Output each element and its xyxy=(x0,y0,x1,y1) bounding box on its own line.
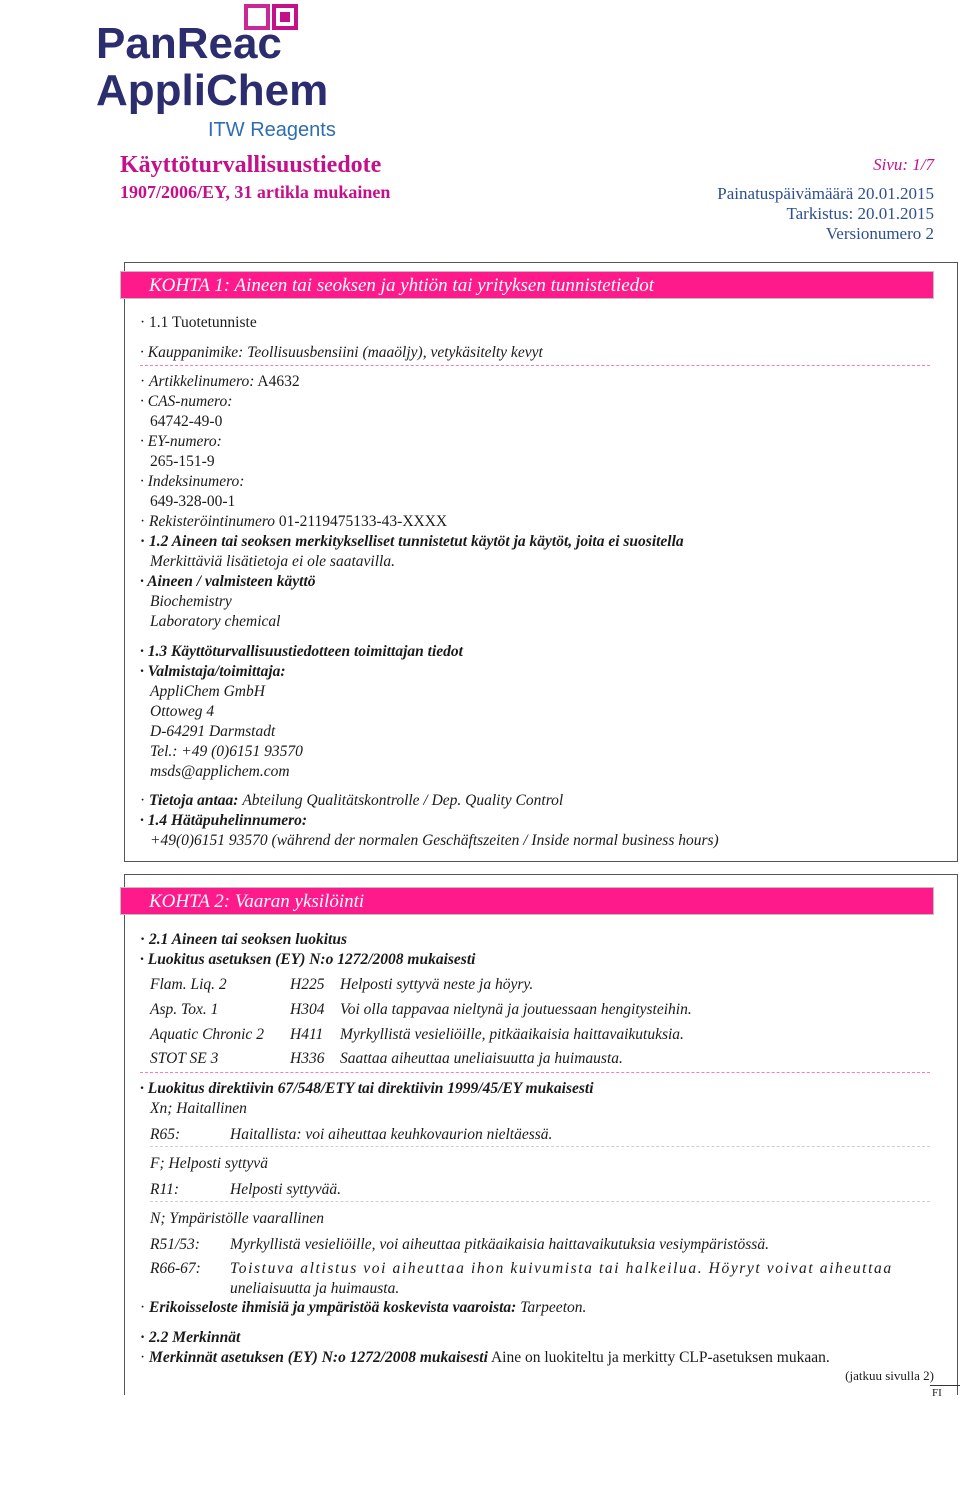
section2-title: KOHTA 2: Vaaran yksilöinti xyxy=(120,887,934,915)
r65-code: R65: xyxy=(150,1126,181,1143)
s1-2-text: Merkittäviä lisätietoja ei ole saatavilla. xyxy=(150,553,395,570)
clp-row-class: Asp. Tox. 1 xyxy=(150,1001,219,1018)
use-laboratory: Laboratory chemical xyxy=(150,613,281,630)
divider xyxy=(150,1146,930,1147)
clp-row-text: Voi olla tappavaa nieltynä ja joutuessaan hengitysteihin. xyxy=(340,1001,692,1018)
n-label: N; Ympäristölle vaarallinen xyxy=(150,1210,324,1227)
cas-value: 64742-49-0 xyxy=(150,413,223,430)
ec-value: 265-151-9 xyxy=(150,453,215,470)
use-label: · Aineen / valmisteen käyttö xyxy=(140,573,316,590)
r5153-code: R51/53: xyxy=(150,1236,200,1253)
supplier-email[interactable]: msds@applichem.com xyxy=(150,763,290,780)
clp-row-code: H225 xyxy=(290,976,325,993)
xn-label: Xn; Haitallinen xyxy=(150,1100,247,1117)
clp-row-class: Flam. Liq. 2 xyxy=(150,976,227,993)
clp-row-code: H411 xyxy=(290,1026,324,1043)
supplier-name: AppliChem GmbH xyxy=(150,683,265,700)
s1-4-heading: · 1.4 Hätäpuhelinnumero: xyxy=(140,812,308,829)
divider xyxy=(150,1201,930,1202)
supplier-label: · Valmistaja/toimittaja: xyxy=(140,663,286,680)
revision-date: Tarkistus: 20.01.2015 xyxy=(786,204,934,223)
clp-row-text: Helposti syttyvä neste ja höyry. xyxy=(340,976,534,993)
print-date: Painatuspäivämäärä 20.01.2015 xyxy=(717,184,934,203)
labelling-clp: · Merkinnät asetuksen (EY) N:o 1272/2008 mukaisesti Aine on luokiteltu ja merkitty CLP-asetuksen mukaan. xyxy=(140,1349,830,1366)
info-contact: · Tietoja antaa: Abteilung Qualitätskontrolle / Dep. Quality Control xyxy=(140,792,564,809)
footer-divider xyxy=(930,1385,960,1386)
emergency-phone: +49(0)6151 93570 (während der normalen Geschäftszeiten / Inside normal business hours) xyxy=(150,832,719,849)
divider xyxy=(140,1072,930,1073)
section1-title: KOHTA 1: Aineen tai seoksen ja yhtiön tai yrityksen tunnistetiedot xyxy=(120,271,934,299)
ec-label: · EY-numero: xyxy=(140,433,222,450)
page-number: Sivu: 1/7 xyxy=(873,155,934,174)
index-value: 649-328-00-1 xyxy=(150,493,236,510)
logo-line1: PanReac xyxy=(96,19,282,68)
version-number: Versionumero 2 xyxy=(825,224,934,243)
trade-name: · Kauppanimike: Teollisuusbensiini (maaöljy), vetykäsitelty kevyt xyxy=(140,344,543,361)
logo-line2: AppliChem xyxy=(96,66,329,115)
r6667-text: Toistuva altistus voi aiheuttaa ihon kuivumista tai halkeilua. Höyryt voivat aiheuttaa xyxy=(230,1260,893,1277)
continued-note: (jatkuu sivulla 2) xyxy=(845,1368,934,1383)
clp-row-text: Myrkyllistä vesieliöille, pitkäaikaisia haittavaikutuksia. xyxy=(340,1026,684,1043)
r11-text: Helposti syttyvää. xyxy=(230,1181,342,1198)
s2-1-heading: · 2.1 Aineen tai seoksen luokitus xyxy=(140,931,347,948)
special-hazards: · Erikoisseloste ihmisiä ja ympäristöä koskevista vaaroista: Tarpeeton. xyxy=(140,1299,587,1316)
logo-line3: ITW Reagents xyxy=(208,119,336,141)
registration-number: · Rekisteröintinumero 01-2119475133-43-XXXX xyxy=(140,513,448,530)
document-title: Käyttöturvallisuustiedote xyxy=(120,152,382,178)
article-number: · Artikkelinumero: A4632 xyxy=(140,373,300,390)
language-code: FI xyxy=(932,1387,942,1399)
divider xyxy=(140,365,930,366)
s1-3-heading: · 1.3 Käyttöturvallisuustiedotteen toimittajan tiedot xyxy=(140,643,463,660)
supplier-city: D-64291 Darmstadt xyxy=(150,723,276,740)
clp-row-text: Saattaa aiheuttaa uneliaisuutta ja huimausta. xyxy=(340,1050,623,1067)
clp-row-code: H304 xyxy=(290,1001,325,1018)
s1-2-heading: · 1.2 Aineen tai seoksen merkitykselliset tunnistetut käytöt ja käytöt, joita ei suositella xyxy=(140,533,684,550)
panreac-applichem-logo xyxy=(94,2,344,142)
clp-row-code: H336 xyxy=(290,1050,325,1067)
r11-code: R11: xyxy=(150,1181,179,1198)
r6667-text-cont: uneliaisuutta ja huimausta. xyxy=(230,1280,400,1297)
use-biochemistry: Biochemistry xyxy=(150,593,232,610)
clp-row-class: STOT SE 3 xyxy=(150,1050,219,1067)
f-label: F; Helposti syttyvä xyxy=(150,1155,268,1172)
supplier-tel: Tel.: +49 (0)6151 93570 xyxy=(150,743,303,760)
document-regulation: 1907/2006/EY, 31 artikla mukainen xyxy=(120,182,391,202)
r5153-text: Myrkyllistä vesieliöille, voi aiheuttaa pitkäaikaisia haittavaikutuksia vesiympäristössä. xyxy=(230,1236,769,1253)
r6667-code: R66-67: xyxy=(150,1260,201,1277)
supplier-street: Ottoweg 4 xyxy=(150,703,215,720)
index-label: · Indeksinumero: xyxy=(140,473,245,490)
clp-row-class: Aquatic Chronic 2 xyxy=(150,1026,264,1043)
s2-2-heading: · 2.2 Merkinnät xyxy=(140,1329,241,1346)
s1-1-heading: · 1.1 Tuotetunniste xyxy=(140,314,257,331)
cas-label: · CAS-numero: xyxy=(140,393,233,410)
directive-label: · Luokitus direktiivin 67/548/ETY tai direktiivin 1999/45/EY mukaisesti xyxy=(140,1080,594,1097)
clp-label: · Luokitus asetuksen (EY) N:o 1272/2008 mukaisesti xyxy=(140,951,476,968)
r65-text: Haitallista: voi aiheuttaa keuhkovaurion nieltäessä. xyxy=(230,1126,553,1143)
